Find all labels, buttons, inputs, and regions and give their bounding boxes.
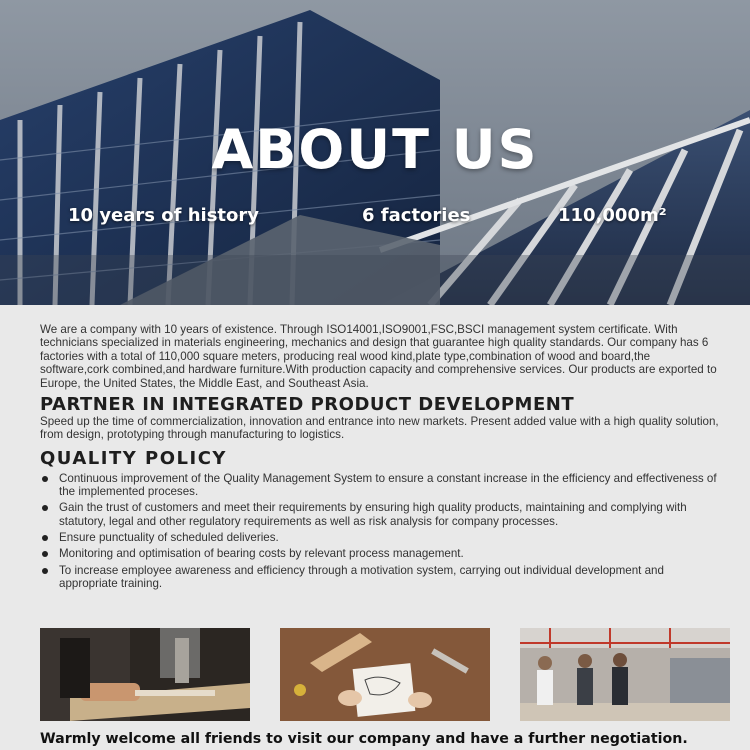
list-item: Ensure punctuality of scheduled deliveries.	[40, 531, 720, 544]
design-drawing-photo	[280, 628, 490, 721]
list-item: Continuous improvement of the Quality Management System to ensure a constant increase in the efficiency and effectiveness of the implemented proceses.	[40, 472, 720, 499]
stat-area: 110,000m²	[558, 205, 667, 226]
hero-banner	[0, 0, 750, 305]
closing-message: Warmly welcome all friends to visit our company and have a further negotiation.	[40, 731, 688, 747]
page-title: ABOUT US	[211, 118, 539, 181]
quality-heading: QUALITY POLICY	[40, 447, 227, 469]
factory-team-photo	[520, 628, 730, 721]
woodworking-photo	[40, 628, 250, 721]
list-item: To increase employee awareness and efficiency through a motivation system, carrying out individual development and appropriate training.	[40, 564, 720, 591]
list-item: Gain the trust of customers and meet their requirements by ensuring high quality products, maintaining and complying with statutory, legal and other regulatory requirements as well as risk analysis for company processes.	[40, 501, 720, 528]
partner-heading: PARTNER IN INTEGRATED PRODUCT DEVELOPMENT	[40, 394, 575, 416]
photo-strip	[40, 628, 730, 721]
stat-history: 10 years of history	[68, 205, 260, 226]
partner-paragraph: Speed up the time of commercialization, innovation and entrance into new markets. Present added value with a high quality solution, from design, prototyping through manufacturing to logistics.	[40, 415, 719, 442]
content-section	[40, 323, 720, 593]
list-item: Monitoring and optimisation of bearing costs by relevant process management.	[40, 547, 720, 560]
intro-paragraph: We are a company with 10 years of existence. Through ISO14001,ISO9001,FSC,BSCI management system certificate. With technicians specialized in materials engineering, mechanics and design that guarantee high quality standards. Our company has 6 factories with a total of 110,000 square meters, producing real wood kind,plate type,combination of wood and board,the software,cork combined,and hardware furniture.With production capacity and comprehensive services. Our products are exported to Europe, the United States, the Middle East, and Southeast Asia.	[40, 323, 717, 390]
quality-policy-list	[40, 472, 720, 590]
stat-factories: 6 factories	[362, 205, 471, 226]
